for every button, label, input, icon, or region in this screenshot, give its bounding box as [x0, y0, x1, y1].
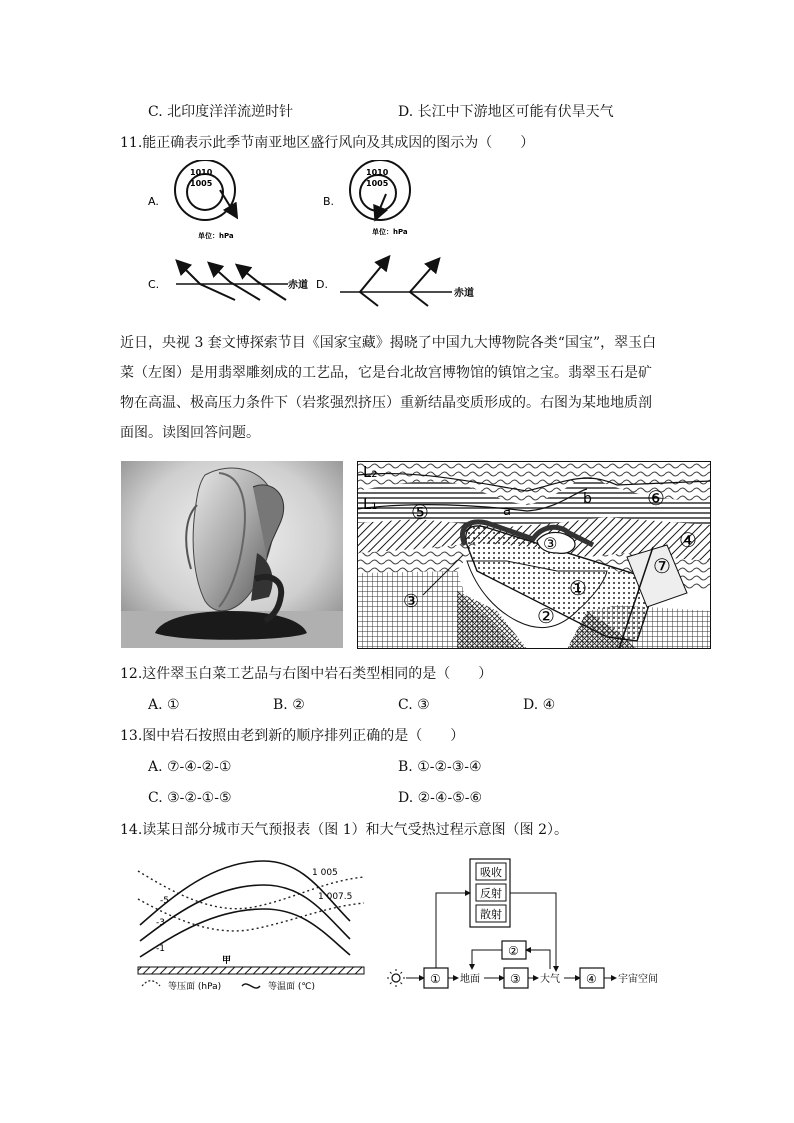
q11-label-c: C.: [148, 278, 160, 291]
q11-stem: 11.能正确表示此季节南亚地区盛行风向及其成因的图示为（ ）: [120, 135, 535, 151]
isobar-label-1007-5: 1 007.5: [318, 892, 353, 902]
geo-label-3-upper: ③: [543, 534, 558, 553]
b-unit: 单位：hPa: [372, 228, 408, 236]
label-absorb: 吸收: [480, 866, 502, 879]
c-arrow-3: [238, 266, 286, 300]
geo-label-l2: L₂: [363, 463, 378, 481]
c-equator-label: 赤道: [288, 280, 308, 291]
b-isobar-1010: 1010: [366, 168, 389, 177]
d-arrow-1: [360, 258, 388, 306]
d-equator-label: 赤道: [454, 288, 474, 299]
geo-label-b: b: [583, 491, 592, 507]
q12-option-a: A. ①: [148, 697, 180, 713]
q12-option-b: B. ②: [273, 697, 305, 713]
isotherm-label-neg1: -1: [156, 944, 165, 954]
geo-label-5: ⑤: [411, 500, 429, 524]
box-2-label: ②: [508, 944, 519, 958]
geo-label-1: ①: [569, 576, 587, 600]
q13-option-d: D. ②-④-⑤-⑥: [398, 790, 483, 806]
geo-label-6: ⑥: [647, 486, 665, 510]
label-scatter: 散射: [480, 908, 502, 921]
box-3-label: ③: [510, 972, 521, 986]
passage: 近日，央视 3 套文博探索节目《国家宝藏》揭晓了中国九大博物院各类“国宝”，翠玉白菜（左图）是用翡翠雕刻成的工艺品，它是台北故宫博物馆的镇馆之宝。翡翠玉石是矿物在高温、极高压力条件下（岩浆强烈挤压）重新结晶变质形成的。右图为某地地质剖面图。读图回答问题。: [120, 335, 657, 441]
box-1-label: ①: [430, 972, 441, 986]
ground-surface: [138, 967, 364, 974]
label-ground: 地面: [460, 974, 480, 985]
box-4-label: ④: [586, 972, 597, 986]
c-arrow-1: [178, 262, 235, 300]
isotherm-label-neg5: -5: [160, 896, 169, 906]
a-isobar-1010: 1010: [190, 168, 213, 177]
isobar-label-1005: 1 005: [312, 868, 338, 878]
geo-label-4: ④: [679, 528, 697, 552]
d-arrow-2: [410, 260, 438, 306]
sun-icon: [392, 974, 400, 982]
legend-isotherm: 等温面 (℃): [268, 982, 315, 992]
isotherm-neg1: [140, 909, 350, 957]
geo-label-l1: L₁: [363, 495, 378, 513]
a-wind-arrow: [220, 190, 236, 216]
q14-stem: 14.读某日部分城市天气预报表（图 1）和大气受热过程示意图（图 2）。: [120, 822, 568, 838]
label-atmosphere: 大气: [540, 974, 560, 985]
isotherm-label-neg3: -3: [156, 918, 165, 928]
legend-isobar: 等压面 (hPa): [168, 982, 222, 992]
q13-option-b: B. ①-②-③-④: [398, 759, 482, 775]
q12-option-c: C. ③: [398, 697, 430, 713]
q13-option-a: A. ⑦-④-②-①: [148, 759, 232, 775]
b-wind-arrow: [376, 194, 386, 218]
q10-option-c: C. 北印度洋洋流逆时针: [148, 104, 294, 120]
label-space: 宇宙空间: [618, 974, 658, 985]
jade-cabbage-photo: [121, 461, 343, 648]
q10-option-d: D. 长江中下游地区可能有伏旱天气: [398, 104, 614, 120]
geo-label-a: a: [503, 504, 511, 519]
a-isobar-1005: 1005: [190, 179, 213, 188]
q13-stem: 13.图中岩石按照由老到新的顺序排列正确的是（ ）: [120, 728, 465, 744]
figure-2-atmosphere-heating: [384, 855, 674, 995]
sun-rays: [387, 969, 405, 987]
q13-option-c: C. ③-②-①-⑤: [148, 790, 232, 806]
q11-label-b: B.: [323, 195, 335, 208]
geologic-section: [357, 461, 711, 649]
a-unit: 单位：hPa: [198, 232, 234, 240]
geo-label-3-lower: ③: [403, 591, 420, 612]
figure-1-isobar-isotherm: [134, 855, 370, 995]
q11-label-a: A.: [148, 195, 159, 208]
label-reflect: 反射: [480, 887, 502, 900]
b-isobar-1005: 1005: [366, 179, 389, 188]
point-jia: 甲: [222, 956, 232, 966]
q11-label-d: D.: [316, 278, 328, 291]
c-arrow-2: [210, 264, 260, 300]
isobar-1007-5: [138, 899, 364, 931]
q11-figure: [140, 160, 500, 330]
q12-option-d: D. ④: [523, 697, 556, 713]
q12-stem: 12.这件翠玉白菜工艺品与右图中岩石类型相同的是（ ）: [120, 666, 493, 682]
geo-label-2: ②: [537, 604, 555, 628]
geo-label-7: ⑦: [653, 554, 671, 578]
